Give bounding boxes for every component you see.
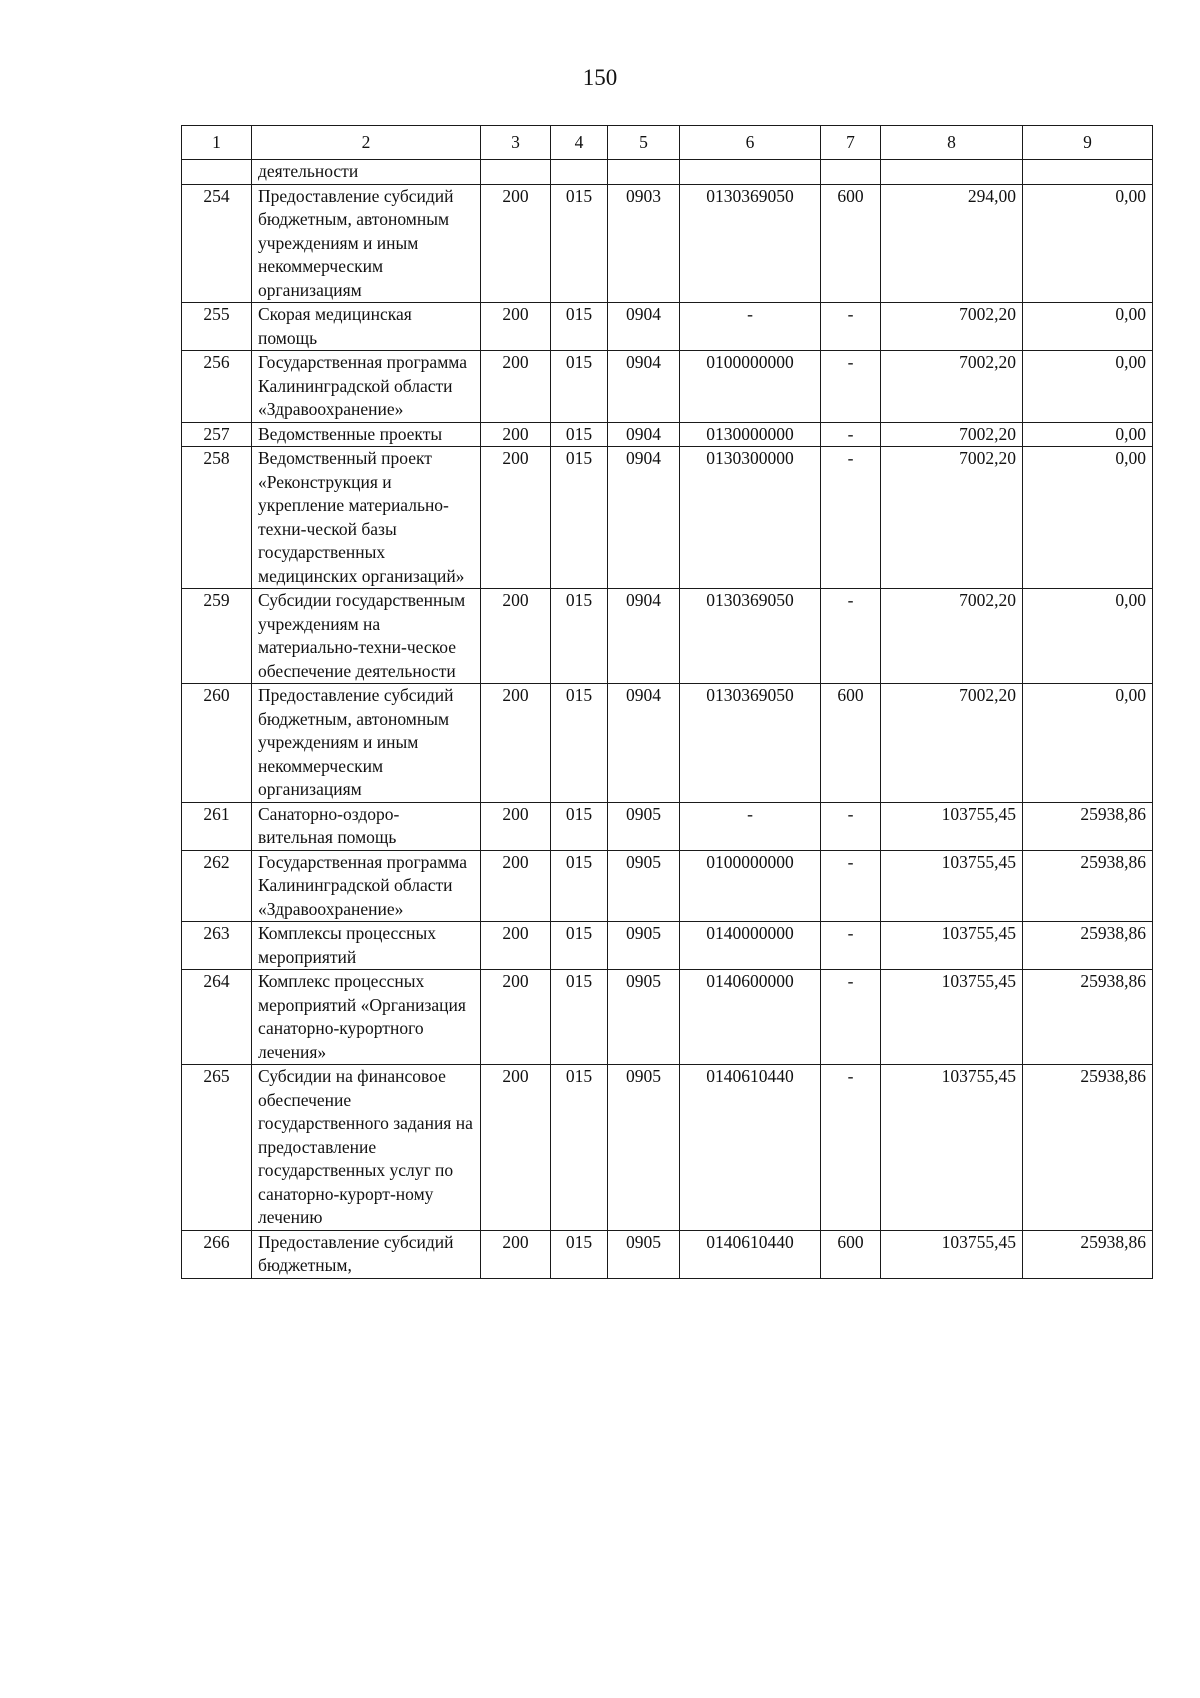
cell-col6: 0140610440 <box>680 1230 821 1278</box>
cell-col3: 200 <box>481 184 551 303</box>
cell-col7: - <box>821 922 881 970</box>
cell-col9: 25938,86 <box>1023 922 1153 970</box>
header-cell: 6 <box>680 126 821 160</box>
cell-col8: 103755,45 <box>881 1230 1023 1278</box>
cell-col3: 200 <box>481 447 551 589</box>
cell-num: 261 <box>182 802 252 850</box>
header-cell: 4 <box>551 126 608 160</box>
cell-col8: 103755,45 <box>881 922 1023 970</box>
cell-num: 265 <box>182 1065 252 1231</box>
cell-num: 262 <box>182 850 252 922</box>
cell-col9: 25938,86 <box>1023 850 1153 922</box>
cell-col5: 0904 <box>608 684 680 803</box>
cell-col9: 0,00 <box>1023 589 1153 684</box>
table-row <box>182 1065 1153 1231</box>
cell-col9: 0,00 <box>1023 303 1153 351</box>
cell-name: Ведомственный проект «Реконструкция и укрепление материально-техни-ческой базы государственных медицинских организаций» <box>252 447 481 589</box>
cell-col6: - <box>680 802 821 850</box>
cell-col6: 0130369050 <box>680 184 821 303</box>
cell-col6: 0130300000 <box>680 447 821 589</box>
cell-col6: 0140600000 <box>680 970 821 1065</box>
cell-name: Комплекс процессных мероприятий «Организация санаторно-курортного лечения» <box>252 970 481 1065</box>
cell-col9: 25938,86 <box>1023 802 1153 850</box>
cell-col5: 0904 <box>608 589 680 684</box>
cell-col5: 0904 <box>608 422 680 447</box>
cell-num: 257 <box>182 422 252 447</box>
header-cell: 9 <box>1023 126 1153 160</box>
cell-col3: 200 <box>481 303 551 351</box>
cell-col7: - <box>821 447 881 589</box>
cell-col8: 7002,20 <box>881 351 1023 423</box>
cell-name: Комплексы процессных мероприятий <box>252 922 481 970</box>
cell-col3: 200 <box>481 684 551 803</box>
cell-col8: 294,00 <box>881 184 1023 303</box>
table-row <box>182 802 1153 850</box>
cell-col8: 103755,45 <box>881 802 1023 850</box>
table-row <box>182 184 1153 303</box>
cell-num: 263 <box>182 922 252 970</box>
cell-col7: - <box>821 303 881 351</box>
table-row <box>182 684 1153 803</box>
cell-col8: 103755,45 <box>881 850 1023 922</box>
cell-col3: 200 <box>481 802 551 850</box>
cell-num: 256 <box>182 351 252 423</box>
cell-col3: 200 <box>481 422 551 447</box>
cell-col6: 0100000000 <box>680 351 821 423</box>
cell-col4: 015 <box>551 447 608 589</box>
header-row <box>182 126 1153 160</box>
cell-col9: 0,00 <box>1023 684 1153 803</box>
cell-col5: 0904 <box>608 303 680 351</box>
cell-col5: 0904 <box>608 447 680 589</box>
cell-col7: 600 <box>821 184 881 303</box>
table-row <box>182 970 1153 1065</box>
cell-col3: 200 <box>481 970 551 1065</box>
cell-col4: 015 <box>551 184 608 303</box>
cell-name: Санаторно-оздоро-вительная помощь <box>252 802 481 850</box>
cell-col9: 25938,86 <box>1023 1065 1153 1231</box>
cell-col4: 015 <box>551 802 608 850</box>
cell-col6: 0130369050 <box>680 589 821 684</box>
cell-col7: - <box>821 422 881 447</box>
cell-num <box>182 160 252 185</box>
cell-col7: - <box>821 970 881 1065</box>
cell-col4: 015 <box>551 351 608 423</box>
table-row <box>182 303 1153 351</box>
cell-col5: 0905 <box>608 802 680 850</box>
cell-col5: 0904 <box>608 351 680 423</box>
cell-col4: 015 <box>551 422 608 447</box>
cell-col9: 25938,86 <box>1023 970 1153 1065</box>
cell-col7: - <box>821 351 881 423</box>
cell-num: 264 <box>182 970 252 1065</box>
cell-col3: 200 <box>481 1065 551 1231</box>
cell-col5: 0905 <box>608 1065 680 1231</box>
table-row <box>182 351 1153 423</box>
cell-num: 258 <box>182 447 252 589</box>
cell-name: Скорая медицинская помощь <box>252 303 481 351</box>
cell-col9: 25938,86 <box>1023 1230 1153 1278</box>
continuation-row <box>182 160 1153 185</box>
header-cell: 2 <box>252 126 481 160</box>
cell-name: Государственная программа Калининградской области «Здравоохранение» <box>252 351 481 423</box>
cell-col6: 0130000000 <box>680 422 821 447</box>
cell-col4: 015 <box>551 303 608 351</box>
header-cell: 7 <box>821 126 881 160</box>
cell-col9: 0,00 <box>1023 422 1153 447</box>
budget-table <box>181 125 1153 1279</box>
cell-name: Предоставление субсидий бюджетным, автономным учреждениям и иным некоммерческим организациям <box>252 684 481 803</box>
table-row <box>182 922 1153 970</box>
cell-col7: 600 <box>821 684 881 803</box>
cell-col6: - <box>680 303 821 351</box>
cell-col4: 015 <box>551 589 608 684</box>
cell-col7: - <box>821 850 881 922</box>
table-row <box>182 850 1153 922</box>
cell-num: 254 <box>182 184 252 303</box>
cell-col9: 0,00 <box>1023 184 1153 303</box>
table-row <box>182 447 1153 589</box>
cell-name: Государственная программа Калининградской области «Здравоохранение» <box>252 850 481 922</box>
cell-col4: 015 <box>551 922 608 970</box>
cell-col5: 0905 <box>608 850 680 922</box>
cell-col4: 015 <box>551 1230 608 1278</box>
header-cell: 1 <box>182 126 252 160</box>
cell-col8: 7002,20 <box>881 422 1023 447</box>
header-cell: 3 <box>481 126 551 160</box>
cell-col3: 200 <box>481 922 551 970</box>
cell-col5: 0905 <box>608 1230 680 1278</box>
cell-col6: 0100000000 <box>680 850 821 922</box>
cell-name: Субсидии на финансовое обеспечение государственного задания на предоставление государственных услуг по санаторно-курорт-ному лечению <box>252 1065 481 1231</box>
cell-num: 260 <box>182 684 252 803</box>
page-number: 150 <box>582 65 618 90</box>
table-row <box>182 589 1153 684</box>
cell-col5: 0903 <box>608 184 680 303</box>
cell-col7: - <box>821 1065 881 1231</box>
cell-num: 259 <box>182 589 252 684</box>
cell-col6: 0140610440 <box>680 1065 821 1231</box>
header-cell: 5 <box>608 126 680 160</box>
cell-col3: 200 <box>481 1230 551 1278</box>
cell-num: 255 <box>182 303 252 351</box>
cell-name: Субсидии государственным учреждениям на материально-техни-ческое обеспечение деятельности <box>252 589 481 684</box>
cell-col6: 0140000000 <box>680 922 821 970</box>
cell-col7: - <box>821 589 881 684</box>
cell-col7: 600 <box>821 1230 881 1278</box>
cell-col8: 103755,45 <box>881 1065 1023 1231</box>
cell-col5: 0905 <box>608 922 680 970</box>
cell-col9: 0,00 <box>1023 351 1153 423</box>
cell-name: Предоставление субсидий бюджетным, <box>252 1230 481 1278</box>
header-cell: 8 <box>881 126 1023 160</box>
cell-name: деятельности <box>252 160 481 185</box>
cell-col4: 015 <box>551 850 608 922</box>
cell-col3: 200 <box>481 589 551 684</box>
cell-col8: 7002,20 <box>881 589 1023 684</box>
cell-col6: 0130369050 <box>680 684 821 803</box>
cell-col7: - <box>821 802 881 850</box>
cell-col8: 7002,20 <box>881 303 1023 351</box>
cell-col8: 103755,45 <box>881 970 1023 1065</box>
cell-col4: 015 <box>551 970 608 1065</box>
table-row <box>182 1230 1153 1278</box>
cell-name: Ведомственные проекты <box>252 422 481 447</box>
table-row <box>182 422 1153 447</box>
cell-col8: 7002,20 <box>881 684 1023 803</box>
cell-col5: 0905 <box>608 970 680 1065</box>
cell-col3: 200 <box>481 850 551 922</box>
cell-num: 266 <box>182 1230 252 1278</box>
cell-col8: 7002,20 <box>881 447 1023 589</box>
cell-col4: 015 <box>551 684 608 803</box>
cell-col4: 015 <box>551 1065 608 1231</box>
cell-col9: 0,00 <box>1023 447 1153 589</box>
cell-col3: 200 <box>481 351 551 423</box>
cell-name: Предоставление субсидий бюджетным, автономным учреждениям и иным некоммерческим организациям <box>252 184 481 303</box>
table-body <box>182 160 1153 1279</box>
